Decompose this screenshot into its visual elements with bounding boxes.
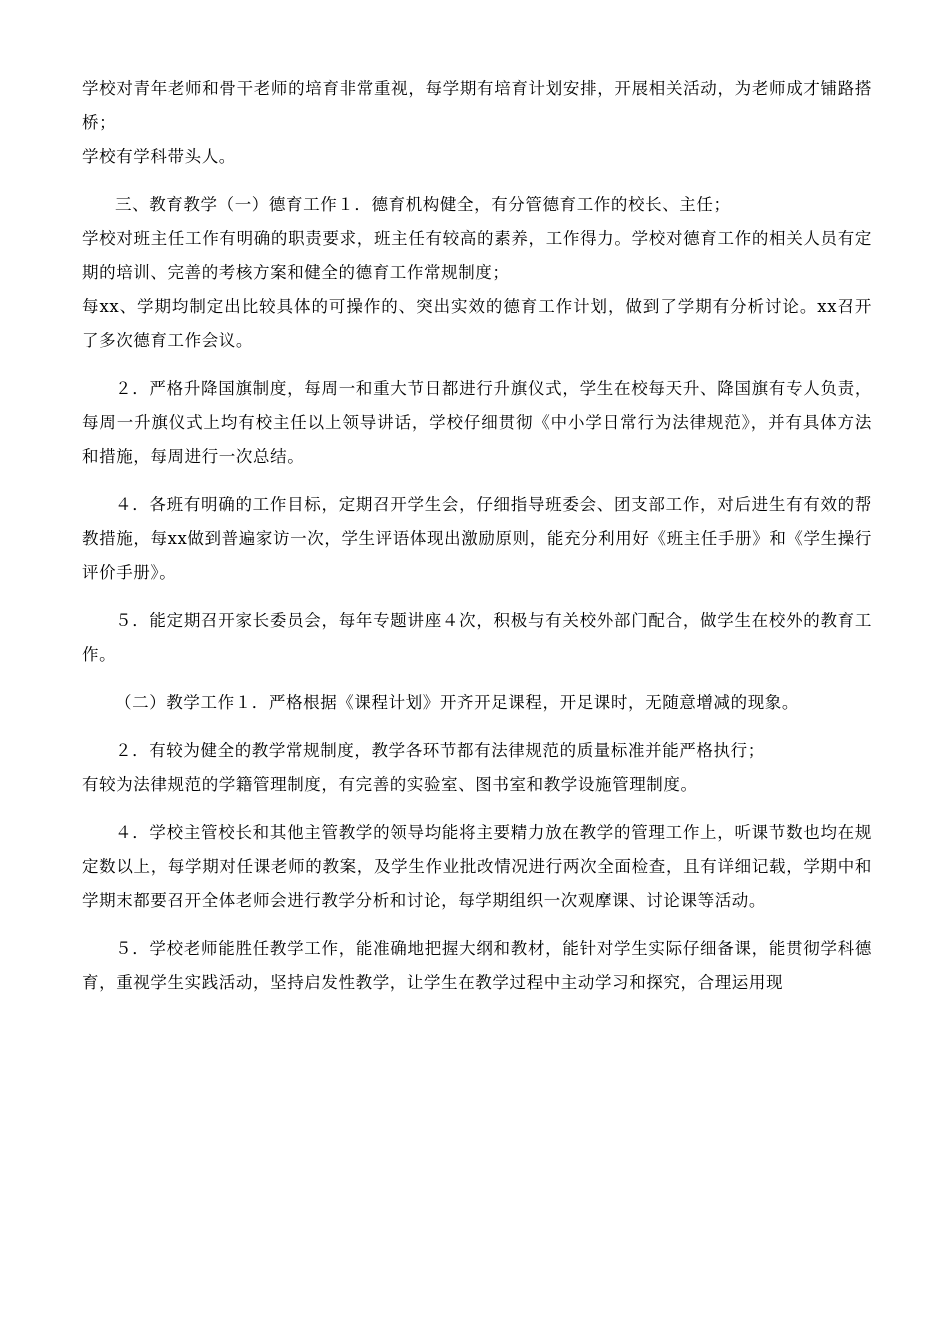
paragraph-moral-work-plan: 每xx、学期均制定出比较具体的可操作的、突出实效的德育工作计划，做到了学期有分析讨论。xx召开了多次德育工作会议。 [82,297,872,350]
paragraph-teaching-rules: ２．有较为健全的教学常规制度，教学各环节都有法律规范的质量标准并能严格执行； [115,741,765,760]
paragraph-class-teacher-duties: 学校对班主任工作有明确的职责要求，班主任有较高的素养，工作得力。学校对德育工作的相关人员有定期的培训、完善的考核方案和健全的德育工作常规制度； [82,229,872,282]
paragraph-teaching-work-heading: （二）教学工作１．严格根据《课程计划》开齐开足课程，开足课时，无随意增减的现象。 [115,693,799,712]
paragraph-teaching-management: ４．学校主管校长和其他主管教学的领导均能将主要精力放在教学的管理工作上，听课节数也均在规定数以上，每学期对任课老师的教案，及学生作业批改情况进行两次全面检查，且有详细记载，学期中和学期末都要召开全体老师会进行教学分析和讨论，每学期组织一次观摩课、讨论课等活动。 [82,823,872,910]
paragraph-teacher-competence: ５．学校老师能胜任教学工作，能准确地把握大纲和教材，能针对学生实际仔细备课，能贯彻学科德育，重视学生实践活动，坚持启发性教学，让学生在教学过程中主动学习和探究，合理运用现 [82,939,872,992]
paragraph-flag-ceremony: ２．严格升降国旗制度，每周一和重大节日都进行升旗仪式，学生在校每天升、降国旗有专人负责，每周一升旗仪式上均有校主任以上领导讲话，学校仔细贯彻《中小学日常行为法律规范》，并有具体方法和措施，每周进行一次总结。 [82,379,872,466]
document-body [82,72,872,1000]
paragraph-class-goals: ４．各班有明确的工作目标，定期召开学生会，仔细指导班委会、团支部工作，对后进生有有效的帮教措施，每xx做到普遍家访一次，学生评语体现出激励原则，能充分利用好《班主任手册》和《学生操行评价手册》。 [82,495,872,582]
paragraph-subject-leaders: 学校有学科带头人。 [82,147,236,166]
paragraph-teacher-training: 学校对青年老师和骨干老师的培育非常重视，每学期有培育计划安排，开展相关活动，为老师成才铺路搭桥； [82,79,872,132]
paragraph-moral-education-heading: 三、教育教学（一）德育工作１．德育机构健全，有分管德育工作的校长、主任； [115,195,731,214]
paragraph-parent-committee: ５．能定期召开家长委员会，每年专题讲座４次，积极与有关校外部门配合，做学生在校外的教育工作。 [82,611,872,664]
paragraph-registry-management: 有较为法律规范的学籍管理制度，有完善的实验室、图书室和教学设施管理制度。 [82,775,698,794]
